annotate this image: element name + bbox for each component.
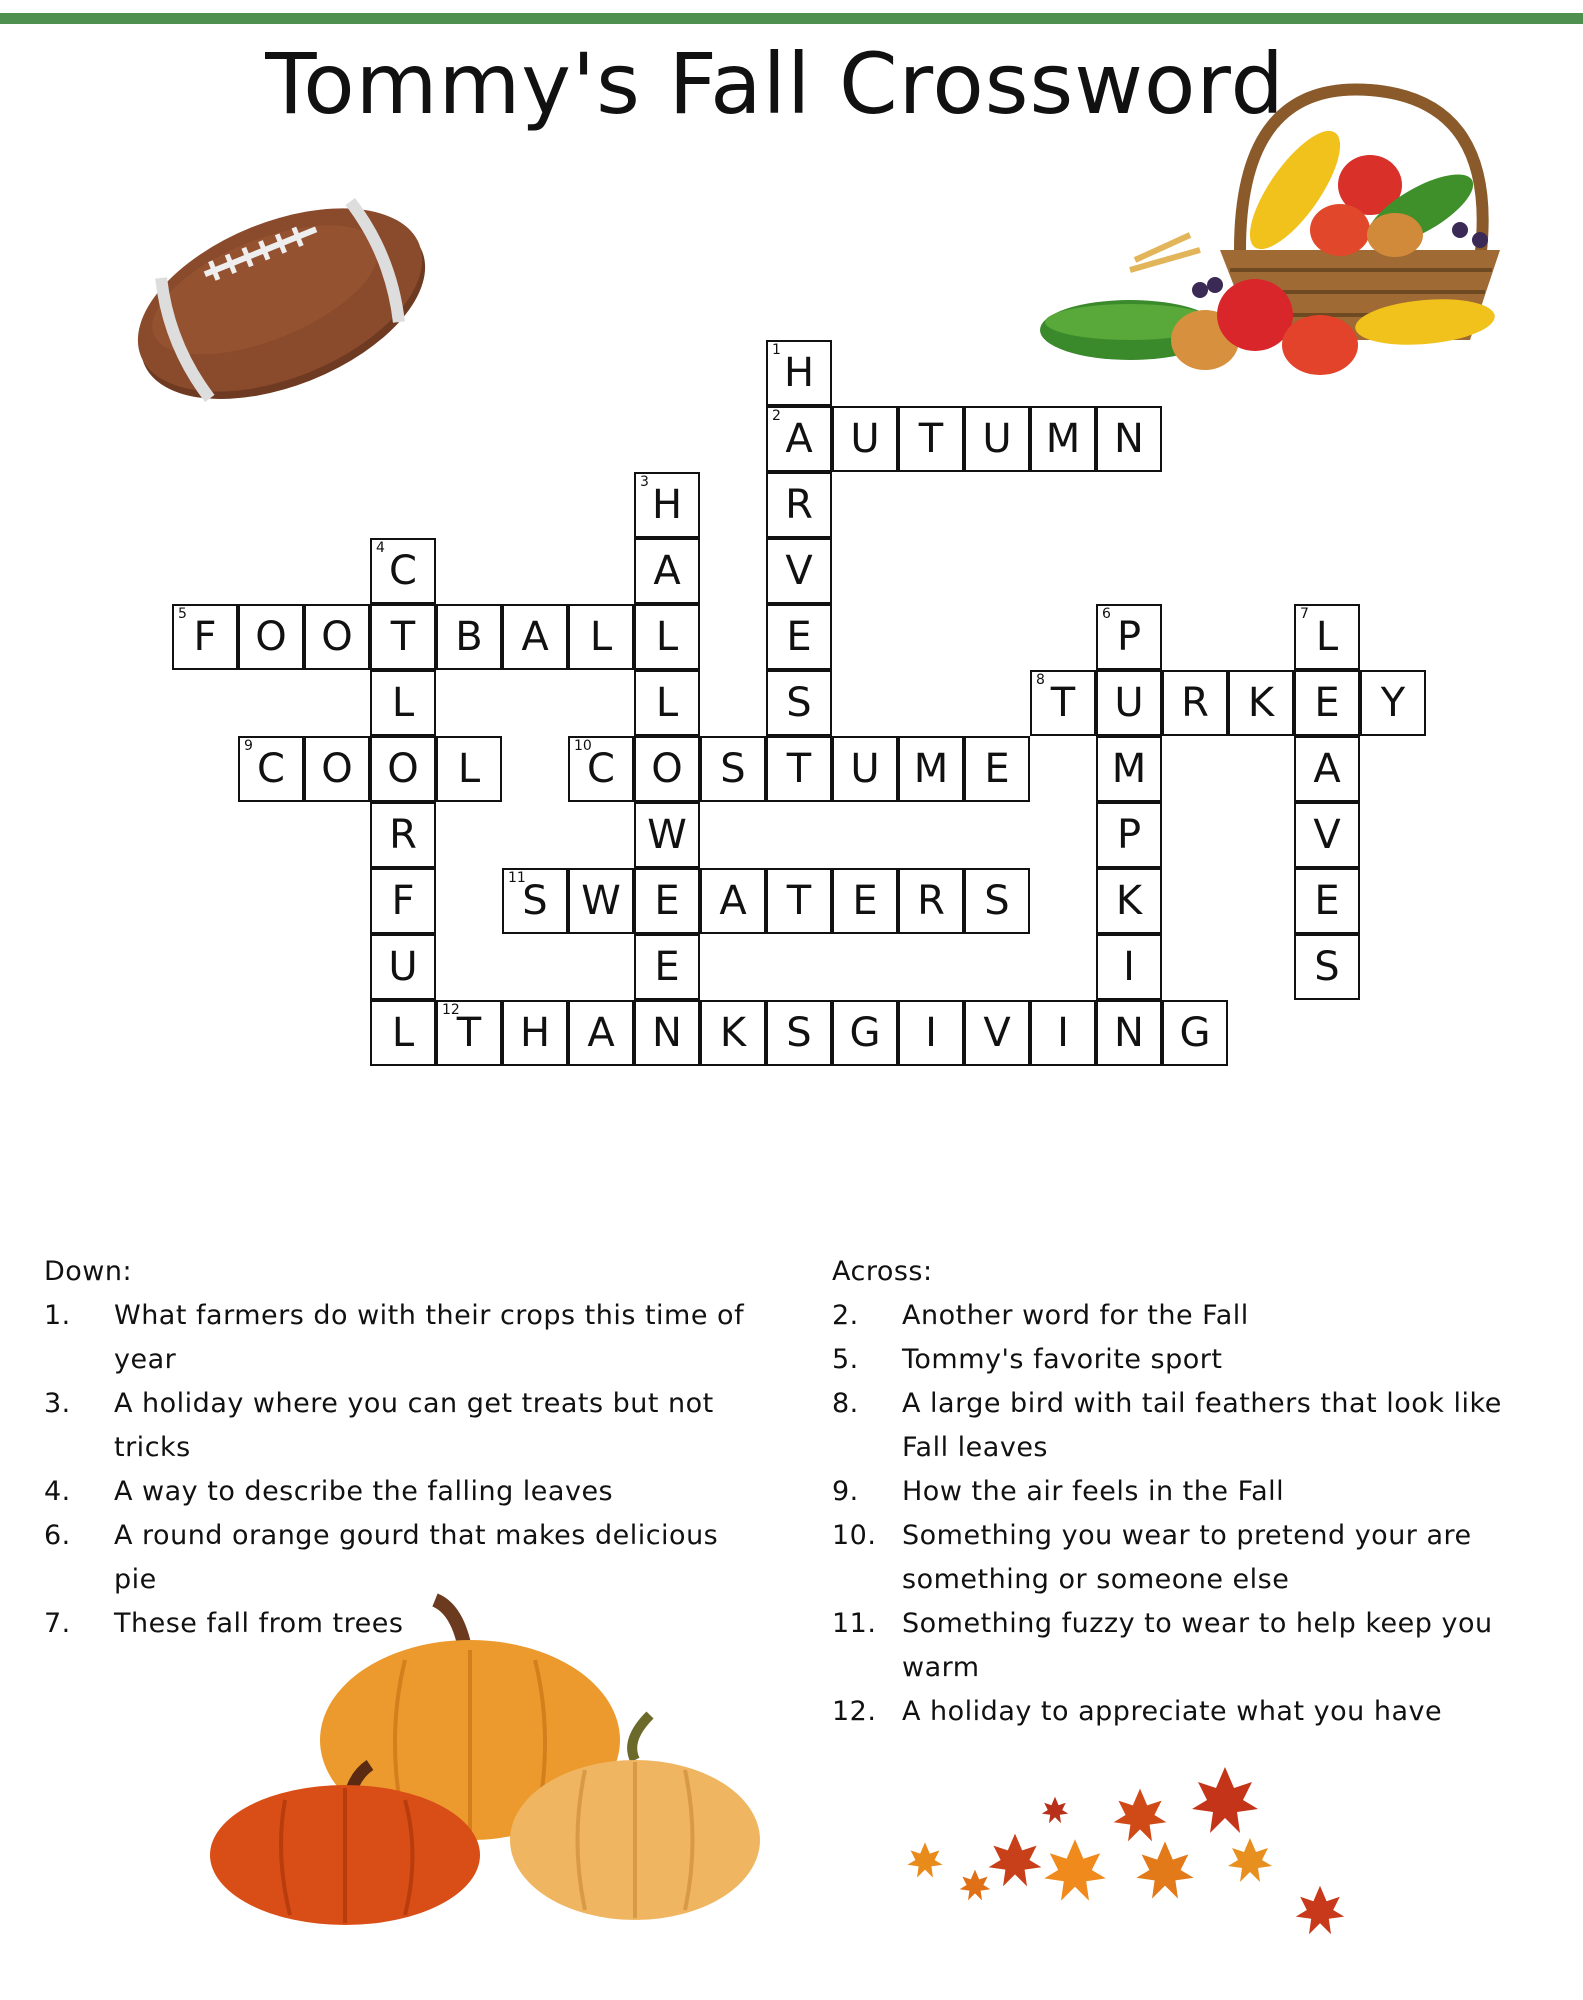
clue-num: 9. bbox=[832, 1476, 859, 1507]
clue-number: 10 bbox=[574, 738, 592, 754]
clue-num: 4. bbox=[44, 1476, 71, 1507]
clue-text: A holiday to appreciate what you have bbox=[902, 1696, 1443, 1727]
cell-letter: I bbox=[925, 1010, 937, 1056]
grid-cell bbox=[436, 604, 502, 670]
clue-num: 1. bbox=[44, 1300, 71, 1331]
cell-letter: C bbox=[587, 746, 615, 792]
grid-cell bbox=[568, 604, 634, 670]
grid-cell bbox=[370, 736, 436, 802]
cell-letter: B bbox=[455, 614, 483, 660]
grid-cell bbox=[832, 868, 898, 934]
clue-text: What farmers do with their crops this time of year bbox=[114, 1300, 745, 1375]
cell-letter: P bbox=[1116, 812, 1142, 858]
clue-num: 6. bbox=[44, 1520, 71, 1551]
cell-letter: K bbox=[1115, 878, 1143, 924]
grid-cell bbox=[370, 670, 436, 736]
cell-letter: V bbox=[983, 1010, 1011, 1056]
cell-letter: H bbox=[519, 1010, 551, 1056]
grid-cell bbox=[1162, 1000, 1228, 1066]
cell-letter: W bbox=[581, 878, 621, 924]
clue-num: 12. bbox=[832, 1696, 877, 1727]
down-clue bbox=[44, 1514, 764, 1602]
grid-cell bbox=[766, 1000, 832, 1066]
clue-text: A way to describe the falling leaves bbox=[114, 1476, 614, 1507]
cell-letter: S bbox=[1314, 944, 1340, 990]
grid-cell bbox=[700, 868, 766, 934]
clue-text: Something fuzzy to wear to help keep you warm bbox=[902, 1608, 1493, 1683]
grid-cell bbox=[766, 604, 832, 670]
cell-letter: T bbox=[456, 1010, 482, 1056]
grid-cell bbox=[766, 538, 832, 604]
cell-letter: O bbox=[387, 746, 419, 792]
grid-cell bbox=[766, 736, 832, 802]
grid-cell bbox=[1030, 670, 1096, 736]
clue-text: Tommy's favorite sport bbox=[902, 1344, 1223, 1375]
grid-cell bbox=[568, 736, 634, 802]
grid-cell bbox=[898, 1000, 964, 1066]
across-clue bbox=[832, 1338, 1552, 1382]
cell-letter: N bbox=[652, 1010, 682, 1056]
cell-letter: U bbox=[1114, 680, 1144, 726]
cell-letter: T bbox=[1050, 680, 1076, 726]
grid-cell bbox=[1294, 736, 1360, 802]
clue-text: Something you wear to pretend your are something or someone else bbox=[902, 1520, 1472, 1595]
cell-letter: E bbox=[1314, 878, 1340, 924]
grid-cell bbox=[1096, 868, 1162, 934]
grid-cell bbox=[1096, 670, 1162, 736]
cell-letter: S bbox=[984, 878, 1010, 924]
clue-num: 3. bbox=[44, 1388, 71, 1419]
cell-letter: T bbox=[786, 746, 812, 792]
grid-cell bbox=[964, 868, 1030, 934]
grid-cell bbox=[1096, 934, 1162, 1000]
cell-letter: W bbox=[647, 812, 687, 858]
down-clue bbox=[44, 1382, 764, 1470]
cell-letter: O bbox=[321, 614, 353, 660]
cell-letter: Y bbox=[1380, 680, 1406, 726]
clue-number: 12 bbox=[442, 1002, 460, 1018]
cell-letter: L bbox=[655, 614, 679, 660]
clue-text: A large bird with tail feathers that look like Fall leaves bbox=[902, 1388, 1502, 1463]
across-clue bbox=[832, 1382, 1552, 1470]
clue-number: 11 bbox=[508, 870, 526, 886]
cell-letter: S bbox=[720, 746, 746, 792]
grid-cell bbox=[1096, 1000, 1162, 1066]
cell-letter: S bbox=[786, 680, 812, 726]
clue-number: 3 bbox=[640, 474, 649, 490]
grid-cell bbox=[1096, 406, 1162, 472]
grid-cell bbox=[634, 670, 700, 736]
grid-cell bbox=[1228, 670, 1294, 736]
cell-letter: E bbox=[786, 614, 812, 660]
cell-letter: T bbox=[918, 416, 944, 462]
grid-cell bbox=[304, 736, 370, 802]
clue-text: A holiday where you can get treats but not tricks bbox=[114, 1388, 714, 1463]
clue-number: 5 bbox=[178, 606, 187, 622]
grid-cell bbox=[1294, 802, 1360, 868]
grid-cell bbox=[964, 736, 1030, 802]
cell-letter: R bbox=[1181, 680, 1209, 726]
cell-letter: C bbox=[389, 548, 417, 594]
grid-cell bbox=[898, 868, 964, 934]
grid-cell bbox=[1030, 406, 1096, 472]
cell-letter: E bbox=[654, 878, 680, 924]
grid-cell bbox=[766, 406, 832, 472]
grid-cell bbox=[766, 670, 832, 736]
cell-letter: U bbox=[850, 416, 880, 462]
clue-num: 2. bbox=[832, 1300, 859, 1331]
cell-letter: E bbox=[1314, 680, 1340, 726]
grid-cell bbox=[700, 736, 766, 802]
grid-cell bbox=[766, 868, 832, 934]
clue-number: 2 bbox=[772, 408, 781, 424]
clue-num: 10. bbox=[832, 1520, 877, 1551]
cell-letter: R bbox=[785, 482, 813, 528]
down-clues bbox=[44, 1250, 764, 1646]
cell-letter: U bbox=[850, 746, 880, 792]
cell-letter: N bbox=[1114, 416, 1144, 462]
page-title: Tommy's Fall Crossword bbox=[265, 35, 1285, 133]
grid-cell bbox=[832, 736, 898, 802]
grid-cell bbox=[1294, 868, 1360, 934]
cell-letter: A bbox=[521, 614, 549, 660]
cell-letter: U bbox=[982, 416, 1012, 462]
cell-letter: C bbox=[257, 746, 285, 792]
cell-letter: P bbox=[1116, 614, 1142, 660]
cell-letter: N bbox=[1114, 1010, 1144, 1056]
cell-letter: S bbox=[522, 878, 548, 924]
clue-number: 4 bbox=[376, 540, 385, 556]
cell-letter: I bbox=[1057, 1010, 1069, 1056]
clue-number: 7 bbox=[1300, 606, 1309, 622]
cell-letter: T bbox=[786, 878, 812, 924]
cell-letter: T bbox=[390, 614, 416, 660]
grid-cell bbox=[568, 868, 634, 934]
grid-cell bbox=[634, 538, 700, 604]
cell-letter: S bbox=[786, 1010, 812, 1056]
down-clue bbox=[44, 1294, 764, 1382]
cell-letter: G bbox=[1179, 1010, 1211, 1056]
clue-num: 5. bbox=[832, 1344, 859, 1375]
cell-letter: O bbox=[255, 614, 287, 660]
cell-letter: F bbox=[391, 878, 415, 924]
cell-letter: E bbox=[984, 746, 1010, 792]
cell-letter: M bbox=[913, 746, 949, 792]
across-clues bbox=[832, 1250, 1552, 1734]
grid-cell bbox=[1162, 670, 1228, 736]
cell-letter: L bbox=[589, 614, 613, 660]
grid-cell bbox=[634, 604, 700, 670]
grid-cell bbox=[634, 868, 700, 934]
cell-letter: M bbox=[1111, 746, 1147, 792]
grid-cell bbox=[634, 934, 700, 1000]
grid-cell bbox=[304, 604, 370, 670]
across-heading: Across: bbox=[832, 1256, 933, 1287]
grid-cell bbox=[502, 604, 568, 670]
grid-cell bbox=[1096, 736, 1162, 802]
grid-cell bbox=[502, 1000, 568, 1066]
across-clue bbox=[832, 1602, 1552, 1690]
cell-letter: L bbox=[391, 1010, 415, 1056]
grid-cell bbox=[436, 1000, 502, 1066]
across-clue bbox=[832, 1514, 1552, 1602]
down-heading: Down: bbox=[44, 1256, 133, 1287]
clue-text: These fall from trees bbox=[114, 1608, 404, 1639]
grid-cell bbox=[832, 406, 898, 472]
clue-text: Another word for the Fall bbox=[902, 1300, 1249, 1331]
grid-cell bbox=[1360, 670, 1426, 736]
grid-cell bbox=[1030, 1000, 1096, 1066]
cell-letter: L bbox=[655, 680, 679, 726]
grid-cell bbox=[1096, 604, 1162, 670]
cell-letter: K bbox=[1247, 680, 1275, 726]
clue-num: 11. bbox=[832, 1608, 877, 1639]
grid-cell bbox=[1294, 670, 1360, 736]
grid-cell bbox=[370, 538, 436, 604]
cell-letter: H bbox=[651, 482, 683, 528]
clue-number: 1 bbox=[772, 342, 781, 358]
cell-letter: F bbox=[193, 614, 217, 660]
cell-letter: G bbox=[849, 1010, 881, 1056]
cell-letter: K bbox=[719, 1010, 747, 1056]
grid-cell bbox=[766, 340, 832, 406]
clue-num: 7. bbox=[44, 1608, 71, 1639]
grid-cell bbox=[1096, 802, 1162, 868]
grid-cell bbox=[634, 1000, 700, 1066]
clue-number: 8 bbox=[1036, 672, 1045, 688]
cell-letter: A bbox=[1313, 746, 1341, 792]
grid-cell bbox=[700, 1000, 766, 1066]
cell-letter: H bbox=[783, 350, 815, 396]
grid-cell bbox=[634, 472, 700, 538]
clue-number: 9 bbox=[244, 738, 253, 754]
down-clue bbox=[44, 1470, 764, 1514]
grid-cell bbox=[634, 736, 700, 802]
pumpkins-icon bbox=[205, 1590, 775, 1925]
cell-letter: U bbox=[388, 944, 418, 990]
grid-cell bbox=[436, 736, 502, 802]
clue-text: A round orange gourd that makes delicious pie bbox=[114, 1520, 719, 1595]
grid-cell bbox=[370, 868, 436, 934]
across-clue bbox=[832, 1470, 1552, 1514]
cell-letter: V bbox=[1313, 812, 1341, 858]
cell-letter: O bbox=[651, 746, 683, 792]
across-clue bbox=[832, 1690, 1552, 1734]
cell-letter: M bbox=[1045, 416, 1081, 462]
cell-letter: A bbox=[719, 878, 747, 924]
grid-cell bbox=[172, 604, 238, 670]
grid-cell bbox=[898, 736, 964, 802]
cell-letter: E bbox=[852, 878, 878, 924]
grid-cell bbox=[832, 1000, 898, 1066]
grid-cell bbox=[568, 1000, 634, 1066]
clue-text: How the air feels in the Fall bbox=[902, 1476, 1285, 1507]
grid-cell bbox=[634, 802, 700, 868]
cell-letter: A bbox=[785, 416, 813, 462]
maple-leaves-icon bbox=[900, 1760, 1380, 1940]
grid-cell bbox=[1294, 604, 1360, 670]
grid-cell bbox=[370, 1000, 436, 1066]
grid-cell bbox=[238, 736, 304, 802]
grid-cell bbox=[238, 604, 304, 670]
clue-num: 8. bbox=[832, 1388, 859, 1419]
cell-letter: V bbox=[785, 548, 813, 594]
grid-cell bbox=[370, 802, 436, 868]
grid-cell bbox=[964, 406, 1030, 472]
clue-number: 6 bbox=[1102, 606, 1111, 622]
cell-letter: L bbox=[1315, 614, 1339, 660]
cell-letter: L bbox=[391, 680, 415, 726]
cell-letter: L bbox=[457, 746, 481, 792]
grid-cell bbox=[898, 406, 964, 472]
grid-cell bbox=[964, 1000, 1030, 1066]
grid-cell bbox=[1294, 934, 1360, 1000]
cell-letter: R bbox=[917, 878, 945, 924]
grid-cell bbox=[370, 934, 436, 1000]
grid-cell bbox=[502, 868, 568, 934]
cell-letter: E bbox=[654, 944, 680, 990]
cell-letter: O bbox=[321, 746, 353, 792]
cell-letter: I bbox=[1123, 944, 1135, 990]
cell-letter: A bbox=[653, 548, 681, 594]
grid-cell bbox=[370, 604, 436, 670]
across-clue bbox=[832, 1294, 1552, 1338]
cell-letter: R bbox=[389, 812, 417, 858]
cell-letter: A bbox=[587, 1010, 615, 1056]
grid-cell bbox=[766, 472, 832, 538]
